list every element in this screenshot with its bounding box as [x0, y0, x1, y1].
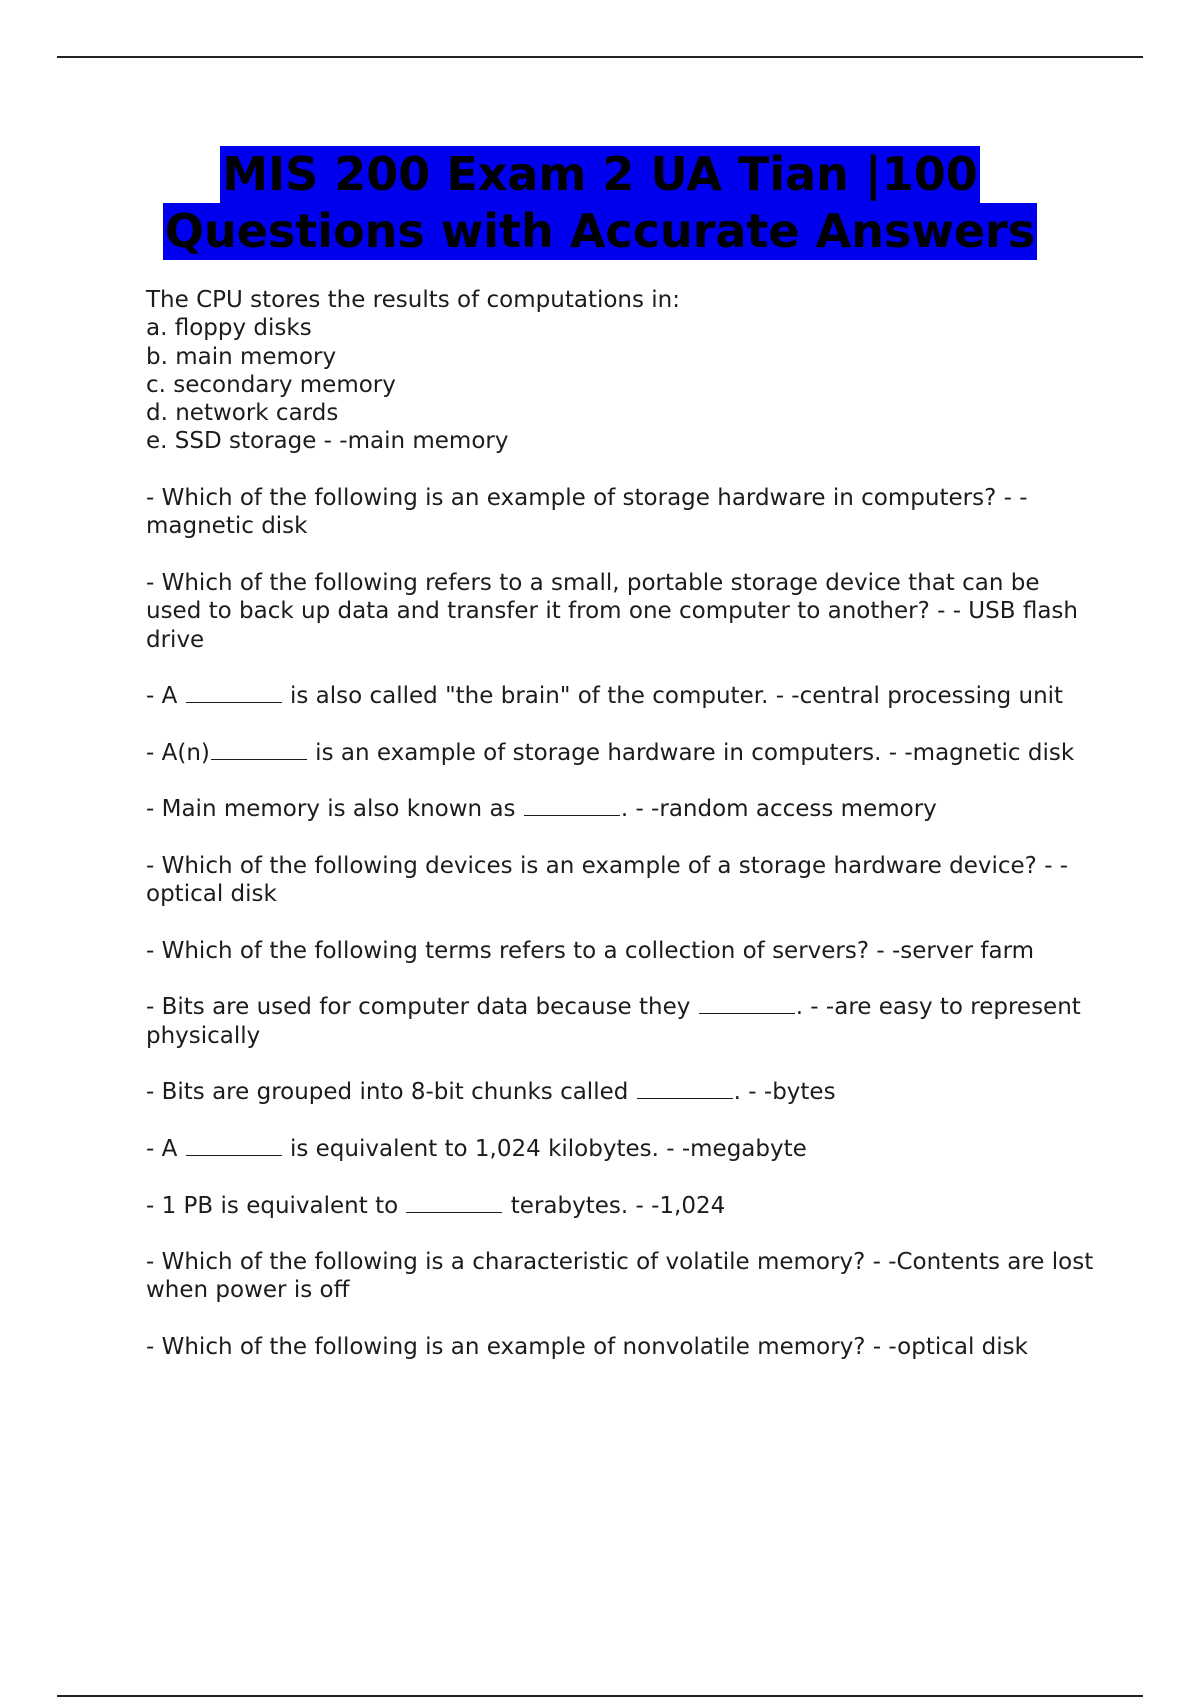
question-list [146, 286, 1096, 1361]
question-item [146, 739, 1096, 767]
question-text: - Which of the following is an example of nonvolatile memory? - -optical disk [146, 1333, 1028, 1360]
question-text: - A [146, 683, 185, 710]
bottom-rule [57, 1695, 1143, 1697]
question-text: - Which of the following is an example of storage hardware in computers? - -magnetic disk [146, 485, 1028, 540]
question-item [146, 569, 1096, 654]
fill-in-blank [186, 682, 282, 703]
question-text-end: . - -bytes [733, 1079, 836, 1106]
fill-in-blank [406, 1192, 502, 1213]
option-e: e. SSD storage - -main memory [146, 428, 509, 455]
fill-in-blank [211, 739, 307, 760]
question-item [146, 852, 1096, 909]
question-text-end: is also called "the brain" of the computer. - -central processing unit [282, 683, 1064, 710]
question-item [146, 1135, 1096, 1163]
option-b: b. main memory [146, 343, 337, 370]
option-c: c. secondary memory [146, 371, 396, 398]
top-rule [57, 56, 1143, 58]
fill-in-blank [637, 1078, 733, 1099]
question-text: - Bits are used for computer data because they [146, 994, 698, 1021]
question-text-end: is equivalent to 1,024 kilobytes. - -megabyte [282, 1135, 807, 1162]
question-item [146, 484, 1096, 541]
fill-in-blank [186, 1135, 282, 1156]
question-text: - Bits are grouped into 8-bit chunks called [146, 1079, 636, 1106]
fill-in-blank [699, 993, 795, 1014]
question-item [146, 1078, 1096, 1106]
question-stem: The CPU stores the results of computations in: [146, 287, 681, 313]
question-item [146, 682, 1096, 710]
question-text: - Which of the following is a characteristic of volatile memory? - -Contents are lost when power is off [146, 1249, 1094, 1304]
question-text: - 1 PB is equivalent to [146, 1192, 406, 1219]
question-item [146, 795, 1096, 823]
title-line-2: Questions with Accurate Answers [164, 204, 1036, 258]
question-item [146, 993, 1096, 1050]
question-item [146, 1333, 1096, 1361]
question-text: - A(n) [146, 739, 210, 766]
question-text: - Which of the following refers to a small, portable storage device that can be used to back up data and transfer it from one computer to another? - - USB flash drive [146, 569, 1078, 653]
question-text: - Which of the following devices is an example of a storage hardware device? - -optical disk [146, 852, 1069, 908]
question-text: - A [146, 1135, 185, 1162]
question-text-end: is an example of storage hardware in computers. - -magnetic disk [307, 739, 1075, 766]
fill-in-blank [524, 795, 620, 816]
option-d: d. network cards [146, 400, 339, 427]
question-text: - Which of the following terms refers to a collection of servers? - -server farm [146, 937, 1035, 964]
question-text: - Main memory is also known as [146, 796, 523, 823]
document-title [0, 146, 1200, 260]
question-text-end: . - -random access memory [620, 796, 937, 823]
first-question [146, 286, 1096, 456]
question-item [146, 937, 1096, 965]
option-a: a. floppy disks [146, 315, 312, 342]
question-item [146, 1192, 1096, 1220]
question-text-end: terabytes. - -1,024 [503, 1192, 726, 1219]
question-text-end: . - -are easy to represent physically [146, 994, 1081, 1049]
question-item [146, 1248, 1096, 1305]
title-line-1: MIS 200 Exam 2 UA Tian |100 [222, 147, 978, 201]
